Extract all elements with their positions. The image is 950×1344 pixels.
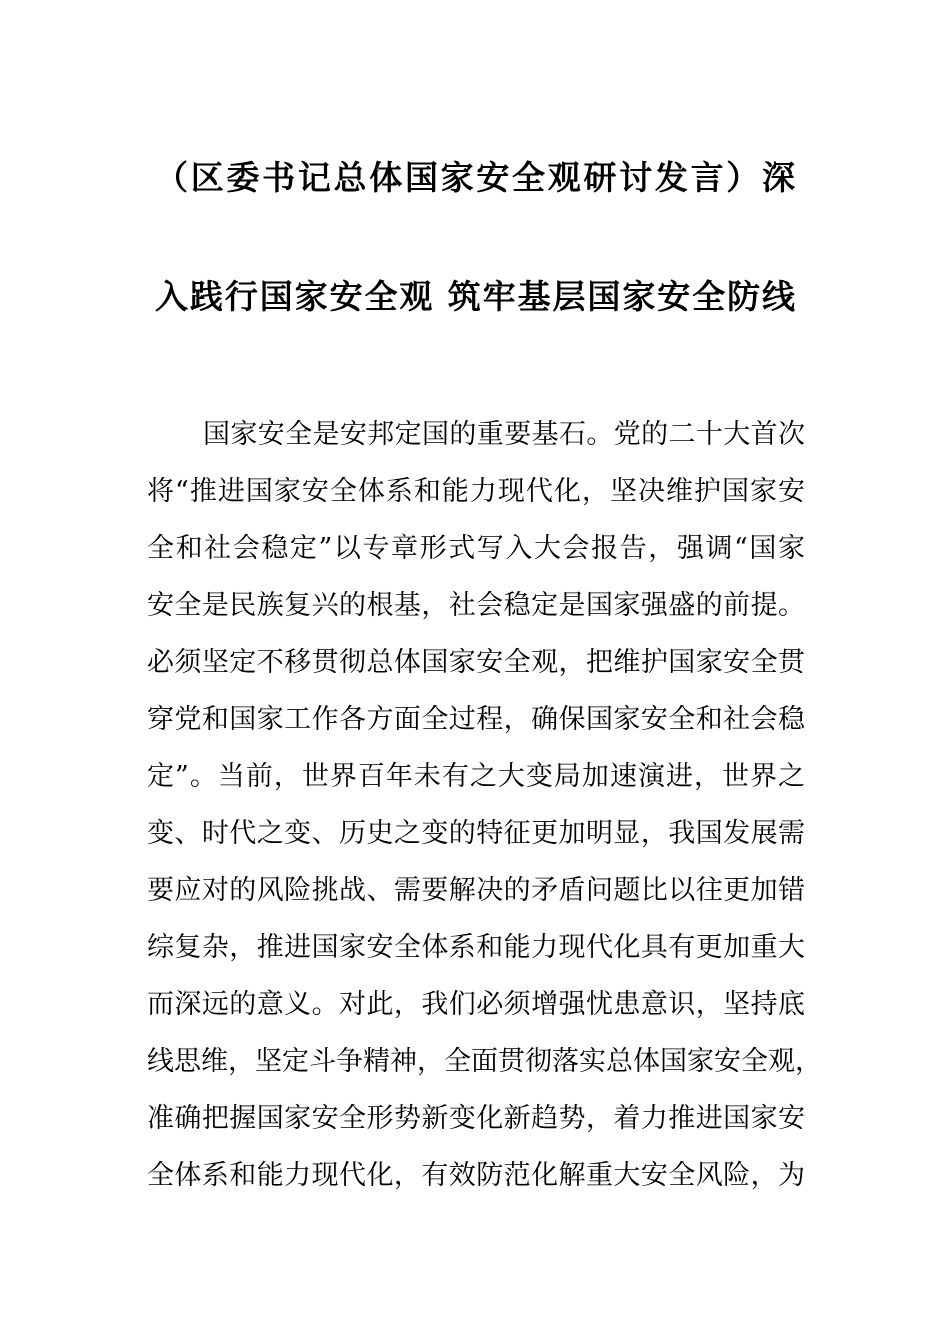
- body-text-line: 综复杂，推进国家安全体系和能力现代化具有更加重大: [147, 932, 805, 963]
- body-text-line: 穿党和国家工作各方面全过程，确保国家安全和社会稳: [147, 704, 805, 735]
- body-text-line: 而深远的意义。对此，我们必须增强忧患意识，坚持底: [147, 989, 805, 1020]
- body-text-line: 定”。当前，世界百年未有之大变局加速演进，世界之: [147, 761, 805, 792]
- body-text-line: 全和社会稳定”以专章形式写入大会报告，强调“国家: [147, 533, 805, 564]
- body-text-line: 要应对的风险挑战、需要解决的矛盾问题比以往更加错: [147, 875, 805, 906]
- document-title-line-2: 入践行国家安全观 筑牢基层国家安全防线: [155, 277, 795, 316]
- body-text-line: 全体系和能力现代化，有效防范化解重大安全风险，为: [147, 1160, 805, 1191]
- body-text-line: 必须坚定不移贯彻总体国家安全观，把维护国家安全贯: [147, 647, 805, 678]
- body-text-line: 准确把握国家安全形势新变化新趋势，着力推进国家安: [147, 1103, 805, 1134]
- body-text-line: 变、时代之变、历史之变的特征更加明显，我国发展需: [147, 818, 805, 849]
- body-text-line: 将“推进国家安全体系和能力现代化，坚决维护国家安: [147, 476, 805, 507]
- body-text-line: 线思维，坚定斗争精神，全面贯彻落实总体国家安全观，: [147, 1046, 822, 1077]
- document-title-line-1: （区委书记总体国家安全观研讨发言）深: [155, 158, 795, 197]
- body-text-line: 国家安全是安邦定国的重要基石。党的二十大首次: [203, 419, 805, 450]
- body-text-line: 安全是民族复兴的根基，社会稳定是国家强盛的前提。: [147, 590, 805, 621]
